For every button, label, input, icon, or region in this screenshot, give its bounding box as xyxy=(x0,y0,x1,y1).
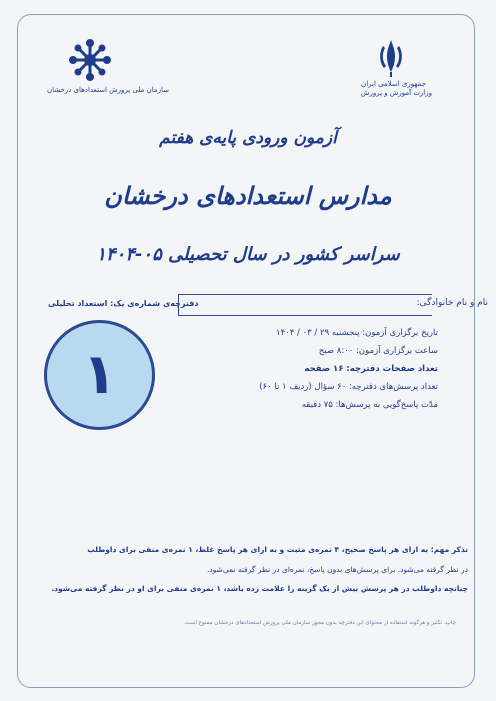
booklet-number-badge xyxy=(44,320,155,430)
exam-time-text: ساعت برگزاری آزمون: ۸:۰۰ صبح xyxy=(318,346,438,356)
booklet-label: دفترچه‌ی شماره‌ی یک: استعداد تحلیلی xyxy=(48,299,199,308)
copyright-note: چاپ، تکثیر و هرگونه استفاده از محتوای این دفترچه بدون مجوز سازمان ملی پرورش استعدادهای درخشان ممنوع است. xyxy=(183,620,456,626)
ministry-name-text: وزارت آموزش و پرورش xyxy=(360,89,432,97)
exam-title: آزمون ورودی پایه‌ی هفتم xyxy=(159,128,337,148)
booklet-number: ۱ xyxy=(82,342,117,407)
name-field-box[interactable] xyxy=(178,294,432,316)
ministry-country-text: جمهوری اسلامی ایران xyxy=(361,80,426,88)
scope-title: سراسر کشور در سال تحصیلی ۰۵-۱۴۰۴ xyxy=(96,244,400,265)
duration-text: مدّت پاسخ‌گویی به پرسش‌ها: ۷۵ دقیقه xyxy=(301,400,438,410)
page-count-text: تعداد صفحات دفترچه: ۱۶ صفحه xyxy=(304,364,438,374)
question-count-text: تعداد پرسش‌های دفترچه: ۶۰ سؤال (ردیف ۱ تا ۶۰) xyxy=(259,382,438,392)
schools-title: مدارس استعدادهای درخشان xyxy=(104,182,392,210)
organization-logo-icon xyxy=(68,38,112,82)
name-label: نام و نام خانوادگی: xyxy=(416,298,488,308)
scoring-note-line1: تذکر مهم: به ازای هر پاسخ صحیح، ۴ نمره‌ی مثبت و به ازای هر پاسخ غلط، ۱ نمره‌ی منفی برای داوطلب xyxy=(87,545,468,554)
organization-name-text: سازمان ملی پرورش استعدادهای درخشان xyxy=(47,86,170,94)
scoring-note-line3: چنانچه داوطلب در هر پرسش بیش از یک گزینه را علامت زده باشد، ۱ نمره‌ی منفی برای او در نظر گرفته می‌شود. xyxy=(51,584,468,593)
scoring-note-line2: در نظر گرفته می‌شود. برای پرسش‌های بدون پاسخ، نمره‌ای در نظر گرفته نمی‌شود. xyxy=(206,565,468,574)
exam-date-text: تاریخ برگزاری آزمون: پنجشنبه ۲۹ / ۰۳ / ۱۴۰۴ xyxy=(276,328,438,338)
iran-emblem-icon xyxy=(376,38,406,78)
